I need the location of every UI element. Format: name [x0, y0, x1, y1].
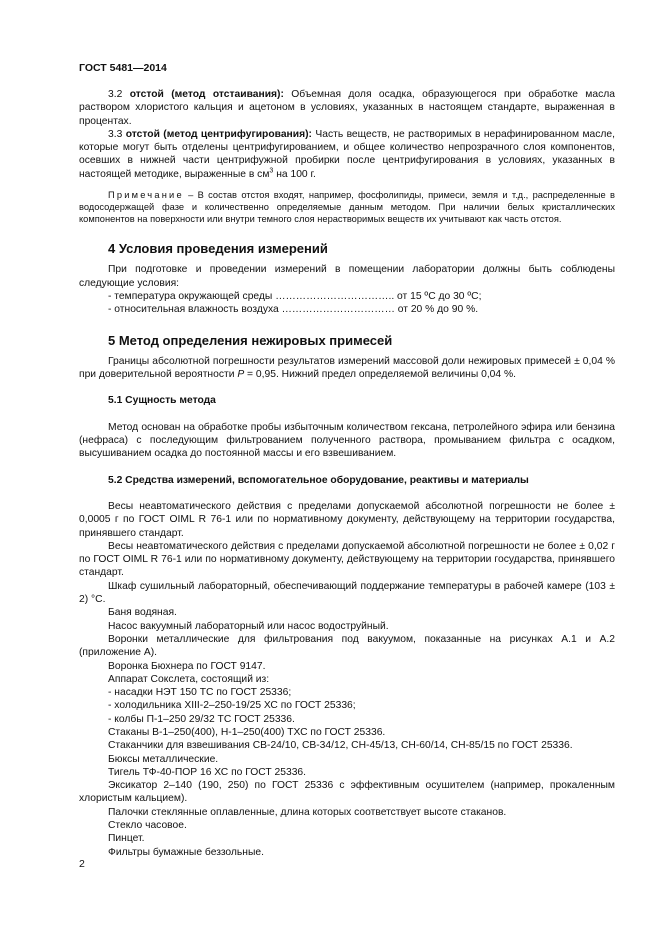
list-item: Баня водяная.	[108, 607, 177, 619]
list-item: Бюксы металлические.	[108, 753, 219, 765]
list-item: Эксикатор 2–140 (190, 250) по ГОСТ 25336 с эффективным осушителем (например, прокаленным хлористым кальцием).	[79, 780, 615, 805]
intro-text-end: = 0,95. Нижний предел определяемой величины 0,04 %.	[244, 369, 517, 381]
section-5-2-heading: 5.2 Средства измерений, вспомогательное оборудование, реактивы и материалы	[108, 474, 529, 486]
section-5-1-text: Метод основан на обработке пробы избыточным количеством гексана, петролейного эфира или бензина (нефраса) с последующим фильтрованием полученного раствора, промыванием фильтра с осадком, высушиванием осадка до постоянной массы и его взвешиванием.	[79, 421, 615, 460]
definition-number: 3.2	[108, 89, 123, 100]
condition-humidity: - относительная влажность воздуха …………………………… от 20 % до 90 %.	[108, 304, 479, 316]
note	[79, 189, 615, 225]
list-item: Весы неавтоматического действия с пределами допускаемой абсолютной погрешности не более ± 0,02 г по ГОСТ OIML R 76-1 или по нормативному документу, действующему на территории государства, принявшего стандарт.	[79, 540, 615, 579]
intro-text: Границы абсолютной погрешности результатов измерений массовой доли нежировых примесей ± 0,04 % при доверительной вероятности	[79, 355, 615, 381]
definition-3-3	[79, 128, 615, 181]
list-item: Палочки стеклянные оплавленные, длина которых соответствует высоте стаканов.	[108, 806, 507, 818]
page-number: 2	[79, 858, 85, 870]
condition-temperature: - температура окружающей среды …………………………….. от 15 ºС до 30 ºС;	[108, 290, 482, 302]
list-item: Стекло часовое.	[108, 820, 187, 832]
list-item: - насадки НЭТ 150 ТС по ГОСТ 25336;	[108, 687, 292, 699]
probability-symbol: Р	[237, 369, 245, 381]
list-item: Пинцет.	[108, 833, 145, 845]
list-item: Тигель ТФ-40-ПОР 16 ХС по ГОСТ 25336.	[108, 766, 307, 778]
definition-3-2	[79, 88, 615, 128]
note-text: – В состав отстоя входят, например, фосфолипиды, примеси, земля и т.д., распределенные в водосодержащей фазе и количественно определяемые данным методом. При наличии белых кристаллических компонентов на поверхности или внутри темного слоя нерастворимых веществ их учитывают как часть отстоя.	[79, 190, 615, 225]
definition-term: отстой (метод центрифугирования):	[125, 128, 312, 140]
definition-text: Часть веществ, не растворимых в нерафинированном масле, которые могут быть отделены центрифугированием, и общее количество непрозрачного слоя компонентов, осевших в нижней части центрифужной пробирки после центрифугирования в условиях, указанных в настоящей методике, выраженные в см	[79, 128, 615, 180]
list-item: Воронка Бюхнера по ГОСТ 9147.	[108, 660, 266, 672]
list-item: Стаканы В-1–250(400), Н-1–250(400) ТХС по ГОСТ 25336.	[108, 726, 386, 738]
document-header: ГОСТ 5481—2014	[79, 62, 167, 74]
definition-term: отстой (метод отстаивания):	[129, 89, 284, 100]
section-5-intro	[79, 355, 615, 382]
definition-text: Объемная доля осадка, образующегося при обработке масла раствором хлористого кальция и ацетоном в условиях, указанных в настоящем стандарте, выраженная в процентах.	[79, 89, 615, 127]
list-item: Стаканчики для взвешивания СВ-24/10, СВ-34/12, СН-45/13, СН-60/14, СН-85/15 по ГОСТ 25336.	[108, 740, 573, 752]
list-item: Шкаф сушильный лабораторный, обеспечивающий поддержание температуры в рабочей камере (103 ± 2) °С.	[79, 580, 615, 606]
list-item: - холодильника ХIII-2–250-19/25 ХС по ГОСТ 25336;	[108, 700, 356, 712]
list-item: Воронки металлические для фильтрования под вакуумом, показанные на рисунках А.1 и А.2 (приложение А).	[79, 633, 615, 659]
section-4-heading: 4 Условия проведения измерений	[108, 241, 328, 257]
definition-tail: на 100 г.	[273, 168, 316, 180]
list-item: Насос вакуумный лабораторный или насос водоструйный.	[108, 620, 389, 632]
section-4-intro: При подготовке и проведении измерений в помещении лаборатории должны быть соблюдены следующие условия:	[79, 264, 615, 289]
definition-number: 3.3	[108, 128, 123, 140]
document-body	[79, 88, 615, 859]
section-5-1-heading: 5.1 Сущность метода	[108, 395, 216, 407]
note-label: Примечание	[108, 190, 184, 201]
list-item: - колбы П-1–250 29/32 ТС ГОСТ 25336.	[108, 713, 295, 725]
list-item: Фильтры бумажные беззольные.	[108, 846, 264, 858]
list-item: Весы неавтоматического действия с пределами допускаемой абсолютной погрешности не более ± 0,0005 г по ГОСТ OIML R 76-1 или по нормативному документу, действующему на территории государства, принявшего стандарт.	[79, 500, 615, 539]
list-item: Аппарат Сокслета, состоящий из:	[108, 673, 270, 685]
section-5-heading: 5 Метод определения нежировых примесей	[108, 332, 393, 348]
superscript: 3	[269, 167, 274, 175]
